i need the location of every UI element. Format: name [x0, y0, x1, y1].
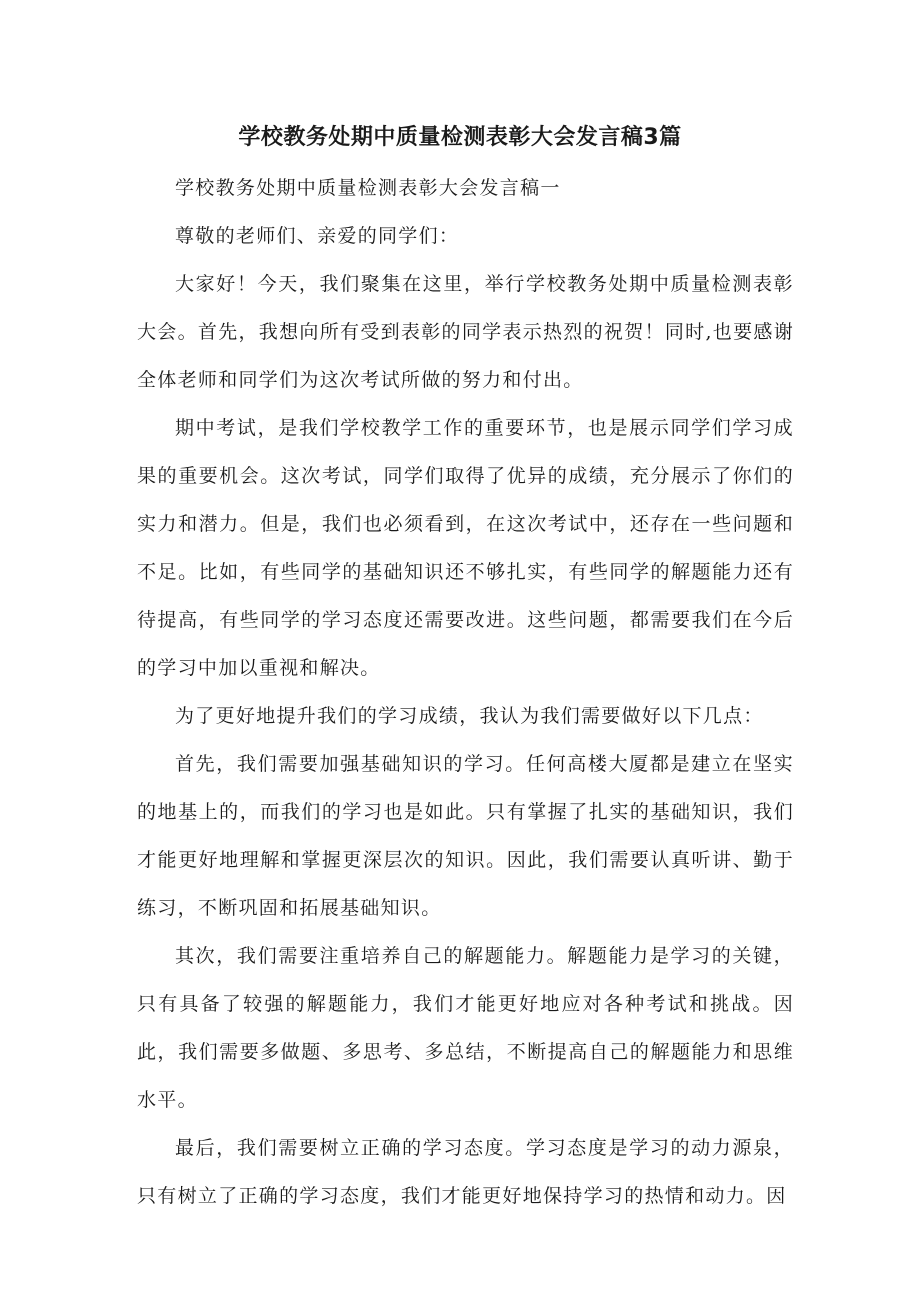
body-paragraph: 为了更好地提升我们的学习成绩，我认为我们需要做好以下几点： — [175, 705, 764, 727]
salutation: 尊敬的老师们、亲爱的同学们： — [175, 225, 460, 247]
document-body — [137, 164, 794, 1220]
section-heading: 学校教务处期中质量检测表彰大会发言稿一 — [175, 177, 561, 199]
body-paragraph: 最后，我们需要树立正确的学习态度。学习态度是学习的动力源泉，只有树立了正确的学习态度，我们才能更好地保持学习的热情和动力。因 — [137, 1137, 794, 1207]
body-paragraph: 大家好！今天，我们聚集在这里，举行学校教务处期中质量检测表彰大会。首先，我想向所有受到表彰的同学表示热烈的祝贺！同时,也要感谢全体老师和同学们为这次考试所做的努力和付出。 — [137, 273, 794, 391]
body-paragraph: 期中考试，是我们学校教学工作的重要环节，也是展示同学们学习成果的重要机会。这次考试，同学们取得了优异的成绩，充分展示了你们的实力和潜力。但是，我们也必须看到，在这次考试中，还存在一些问题和不足。比如，有些同学的基础知识还不够扎实，有些同学的解题能力还有待提高，有些同学的学习态度还需要改进。这些问题，都需要我们在今后的学习中加以重视和解决。 — [137, 417, 794, 679]
document-title: 学校教务处期中质量检测表彰大会发言稿3篇 — [238, 125, 682, 150]
body-paragraph: 首先，我们需要加强基础知识的学习。任何高楼大厦都是建立在坚实的地基上的，而我们的学习也是如此。只有掌握了扎实的基础知识，我们才能更好地理解和掌握更深层次的知识。因此，我们需要认真听讲、勤于练习，不断巩固和拓展基础知识。 — [137, 753, 794, 919]
body-paragraph: 其次，我们需要注重培养自己的解题能力。解题能力是学习的关键，只有具备了较强的解题能力，我们才能更好地应对各种考试和挑战。因此，我们需要多做题、多思考、多总结，不断提高自己的解题能力和思维水平。 — [137, 945, 794, 1111]
